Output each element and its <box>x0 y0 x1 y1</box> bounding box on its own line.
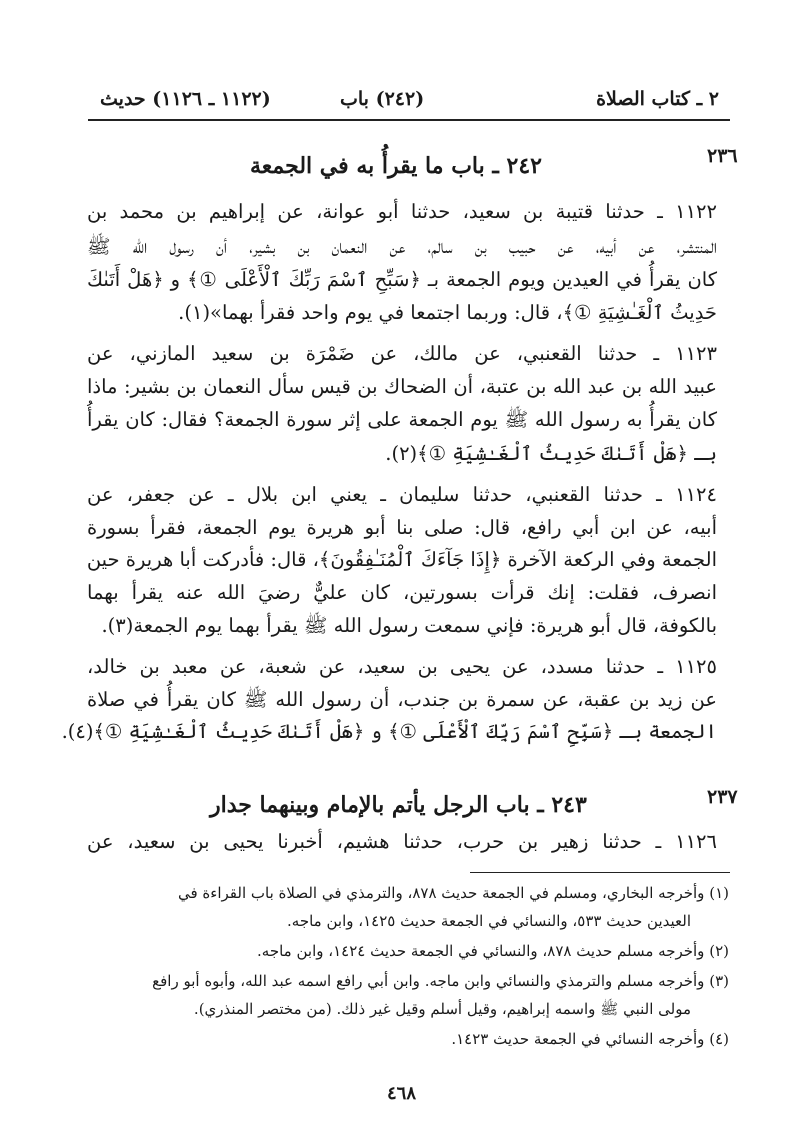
footnote <box>69 972 729 990</box>
hadith-line: بـ ﴿هَلْ أَتَىٰكَ حَدِيثُ ٱلْغَـٰشِيَةِ ①﴾(٢). <box>385 442 717 465</box>
header-book-chapter: ٢ ـ كتاب الصلاة <box>596 88 719 110</box>
header-hadith-range: (١١٢٢ ـ ١١٢٦) حديث <box>100 88 271 110</box>
hadith-line: ١١٢٦ ـ حدثنا زهير بن حرب، حدثنا هشيم، أخبرنا يحيى بن سعيد، عن <box>87 830 717 853</box>
footnote-marker: (١) <box>709 884 729 902</box>
hadith-line: ١١٢٣ ـ حدثنا القعنبي، عن مالك، عن ضَمْرَة بن سعيد المازني، عن <box>87 342 717 365</box>
footnote-text: وأخرجه مسلم والترمذي والنسائي وابن ماجه. وابن أبي رافع اسمه عبد الله، وأبوه أبو رافع <box>152 972 705 990</box>
hadith-line: ١١٢٤ ـ حدثنا القعنبي، حدثنا سليمان ـ يعني ابن بلال ـ عن جعفر، عن <box>87 483 717 506</box>
footnote-continuation: مولى النبي ﷺ واسمه إبراهيم، وقيل أسلم وقيل غير ذلك. (من مختصر المنذري). <box>193 1000 691 1018</box>
hadith-line: انصرف، فقلت: إنك قرأت بسورتين، كان عليٌّ رضيَ الله عنه يقرأ بهما <box>87 581 717 604</box>
footnote-text: وأخرجه البخاري، ومسلم في الجمعة حديث ٨٧٨، والترمذي في الصلاة باب القراءة في <box>177 884 705 902</box>
margin-number: ٢٣٦ <box>707 145 738 167</box>
hadith-line: الجمعة وفي الركعة الآخرة ﴿إِذَا جَآءَكَ ٱلْمُنَـٰفِقُونَ﴾، قال: فأدركت أبا هريرة حين <box>86 548 717 571</box>
hadith-line: كان يقرأُ في العيدين ويوم الجمعة بـ ﴿سَبِّحِ ٱسْمَ رَبِّكَ ٱلْأَعْلَى ①﴾ و ﴿هَلْ أَتَىٰكَ <box>87 268 717 291</box>
hadith-line: بالكوفة، قال أبو هريرة: فإني سمعت رسول الله ﷺ يقرأ بهما يوم الجمعة(٣). <box>101 614 717 637</box>
footnote-continuation: العيدين حديث ٥٣٣، والنسائي في الجمعة حديث ١٤٢٥، وابن ماجه. <box>287 912 691 930</box>
page-number: ٤٦٨ <box>386 1083 416 1104</box>
hadith-line: عن زيد بن عقبة، عن سمرة بن جندب، أن رسول الله ﷺ كان يقرأُ في صلاة <box>87 688 717 711</box>
footnote <box>69 884 729 902</box>
header-rule <box>88 119 730 121</box>
hadith-line: المنتشر، عن أبيه، عن حبيب بن سالم، عن النعمان بن بشير، أن رسول الله ﷺ <box>87 235 717 258</box>
hadith-line: حَدِيثُ ٱلْغَـٰشِيَةِ ①﴾، قال: وربما اجتمعا في يوم واحد فقرأ بهما»(١). <box>178 301 717 324</box>
header-chapter-number: (٢٤٢) باب <box>340 88 425 110</box>
footnote-rule <box>470 872 730 873</box>
hadith-line: ١١٢٥ ـ حدثنا مسدد، عن يحيى بن سعيد، عن شعبة، عن معبد بن خالد، <box>87 655 717 678</box>
footnote-marker: (٤) <box>709 1030 729 1048</box>
hadith-line: أبيه، عن ابن أبي رافع، قال: صلى بنا أبو هريرة يوم الجمعة، فقرأ بسورة <box>87 516 717 539</box>
hadith-line: عبيد الله بن عبد الله بن عتبة، أن الضحاك بن قيس سأل النعمان بن بشير: ماذا <box>87 375 717 398</box>
footnote-text: وأخرجه النسائي في الجمعة حديث ١٤٢٣. <box>451 1030 705 1048</box>
hadith-line: الجمعة بـ ﴿سَبِّحِ ٱسْمَ رَبِّكَ ٱلْأَعْلَى ①﴾ و ﴿هَلْ أَتَىٰكَ حَدِيثُ ٱلْغَـٰشِيَةِ ①﴾(٤). <box>61 720 717 743</box>
hadith-line: ١١٢٢ ـ حدثنا قتيبة بن سعيد، حدثنا أبو عوانة، عن إبراهيم بن محمد بن <box>87 200 717 223</box>
footnote-marker: (٢) <box>709 942 729 960</box>
margin-number: ٢٣٧ <box>707 786 738 808</box>
footnote <box>69 942 729 960</box>
section-title: ٢٤٣ ـ باب الرجل يأتم بالإمام وبينهما جدار <box>210 792 587 818</box>
section-title: ٢٤٢ ـ باب ما يقرأُ به في الجمعة <box>250 153 542 179</box>
hadith-line: كان يقرأُ به رسول الله ﷺ يوم الجمعة على إثر سورة الجمعة؟ فقال: كان يقرأُ <box>87 408 717 431</box>
footnote-marker: (٣) <box>709 972 729 990</box>
footnote <box>69 1030 729 1048</box>
footnote-text: وأخرجه مسلم حديث ٨٧٨، والنسائي في الجمعة حديث ١٤٢٤، وابن ماجه. <box>257 942 705 960</box>
